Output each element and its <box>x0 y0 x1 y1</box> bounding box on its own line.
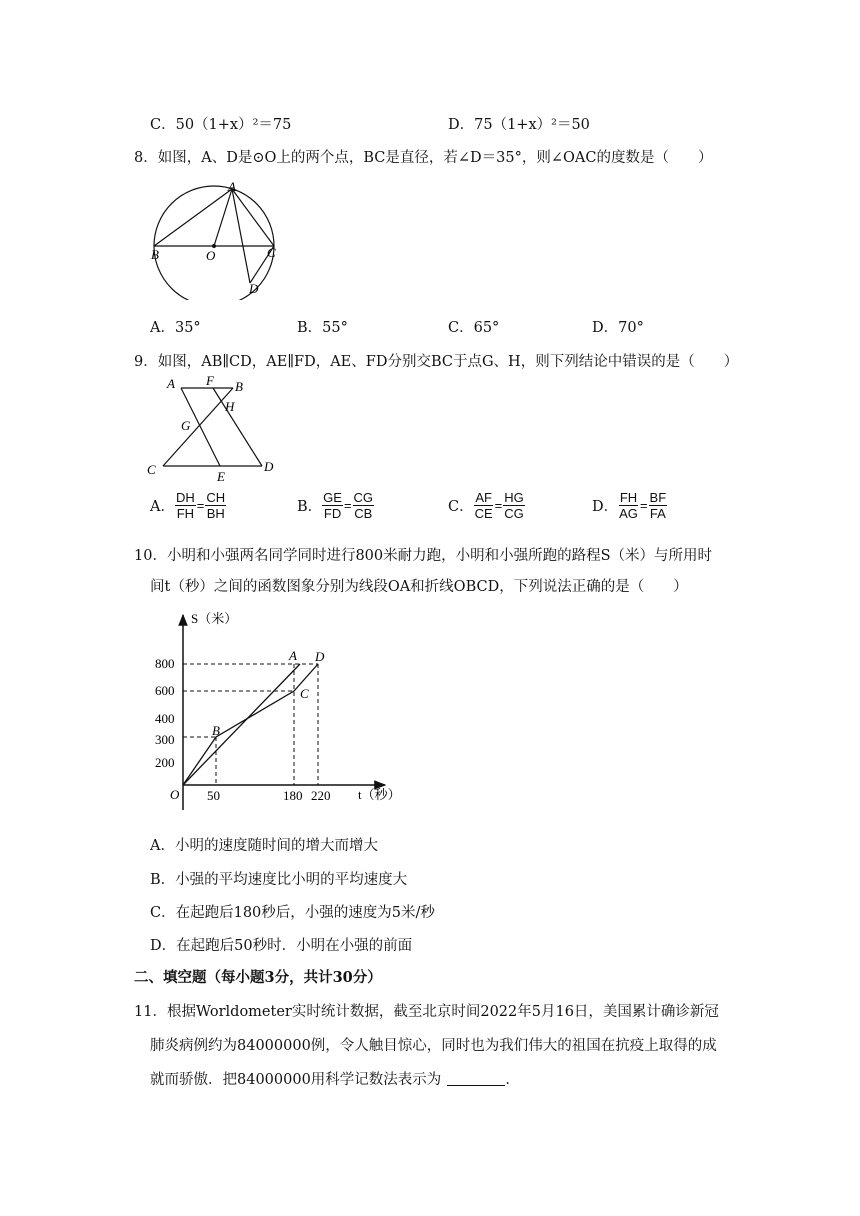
q9-label-g: G <box>181 418 191 433</box>
q8-option-c: C．65° <box>448 320 500 336</box>
q8-option-b: B．55° <box>297 320 348 336</box>
q8-option-d: D．70° <box>592 320 644 336</box>
q8-label-o: O <box>206 248 216 263</box>
q11-line1: 11．根据Worldometer实时统计数据，截至北京时间2022年5月16日，美国累计确诊新冠 <box>134 1004 719 1020</box>
q10-xtick-220: 220 <box>311 788 331 803</box>
q9-option-d: D． $\frac{FH}{AG}$ = $\frac{BF}{FA}$ <box>592 490 667 521</box>
q7-option-d: D．75（1+x）²＝50 <box>448 117 590 133</box>
q8-label-c: C <box>267 245 276 260</box>
q9-label-b: B <box>235 379 243 394</box>
q10-point-c: C <box>300 686 309 701</box>
q10-graph <box>145 605 415 810</box>
q10-point-b: B <box>212 723 220 738</box>
q10-origin-label: O <box>170 787 180 802</box>
q10-option-d: D．在起跑后50秒时．小明在小强的前面 <box>150 938 413 954</box>
q9-stem: 9．如图，AB∥CD，AE∥FD，AE、FD分别交BC于点G、H，则下列结论中错误的是（ ） <box>134 354 739 370</box>
q8-option-a: A．35° <box>150 320 201 336</box>
q9-label-a: A <box>167 376 175 391</box>
q10-stem-line1: 10．小明和小强两名同学同时进行800米耐力跑，小明和小强所跑的路程S（米）与所用时 <box>134 548 713 564</box>
q9-label-d: D <box>264 459 274 474</box>
q8-label-a: A <box>228 180 236 194</box>
q11-answer-blank[interactable] <box>447 1085 505 1086</box>
q9-label-c: C <box>147 462 156 477</box>
q8-label-d: D <box>249 281 259 296</box>
q10-point-d: D <box>315 649 325 664</box>
q9-parallel-figure <box>145 372 280 482</box>
q10-ylabel: S（米） <box>191 611 238 626</box>
q10-ytick-600: 600 <box>155 683 175 698</box>
q10-xtick-180: 180 <box>283 788 303 803</box>
q10-ytick-800: 800 <box>155 656 175 671</box>
q10-ytick-200: 200 <box>155 755 175 770</box>
q10-option-b: B．小强的平均速度比小明的平均速度大 <box>150 872 408 888</box>
q10-xtick-50: 50 <box>207 788 220 803</box>
q9-option-a: A． $\frac{DH}{FH}$ = $\frac{CH}{BH}$ <box>150 490 226 521</box>
q8-circle-figure <box>148 180 288 300</box>
q9-label-e: E <box>217 469 225 482</box>
q11-line2: 肺炎病例约为84000000例，令人触目惊心，同时也为我们伟大的祖国在抗疫上取得的成 <box>150 1038 717 1054</box>
section2-title: 二、填空题（每小题3分，共计30分） <box>134 969 382 986</box>
q10-xlabel: t（秒） <box>358 787 401 802</box>
q7-option-c: C．50（1+x）²＝75 <box>150 117 292 133</box>
q9-option-b: B． $\frac{GE}{FD}$ = $\frac{CG}{CB}$ <box>297 490 374 521</box>
q10-ytick-400: 400 <box>155 711 175 726</box>
q10-point-a: A <box>289 648 297 663</box>
q10-stem-line2: 间t（秒）之间的函数图象分别为线段OA和折线OBCD，下列说法正确的是（ ） <box>150 579 688 595</box>
q10-ytick-300: 300 <box>155 732 175 747</box>
q9-label-h: H <box>225 399 235 414</box>
q10-option-c: C．在起跑后180秒后，小强的速度为5米/秒 <box>150 905 435 921</box>
q9-option-c: C． $\frac{AF}{CE}$ = $\frac{HG}{CG}$ <box>448 490 524 521</box>
q8-label-b: B <box>151 247 159 262</box>
q10-option-a: A．小明的速度随时间的增大而增大 <box>150 838 378 854</box>
q8-stem: 8．如图，A、D是⊙O上的两个点，BC是直径，若∠D＝35°，则∠OAC的度数是（ ） <box>134 150 713 166</box>
q11-line3: 就而骄傲．把84000000用科学记数法表示为 ． <box>150 1072 520 1088</box>
q9-label-f: F <box>206 373 214 388</box>
